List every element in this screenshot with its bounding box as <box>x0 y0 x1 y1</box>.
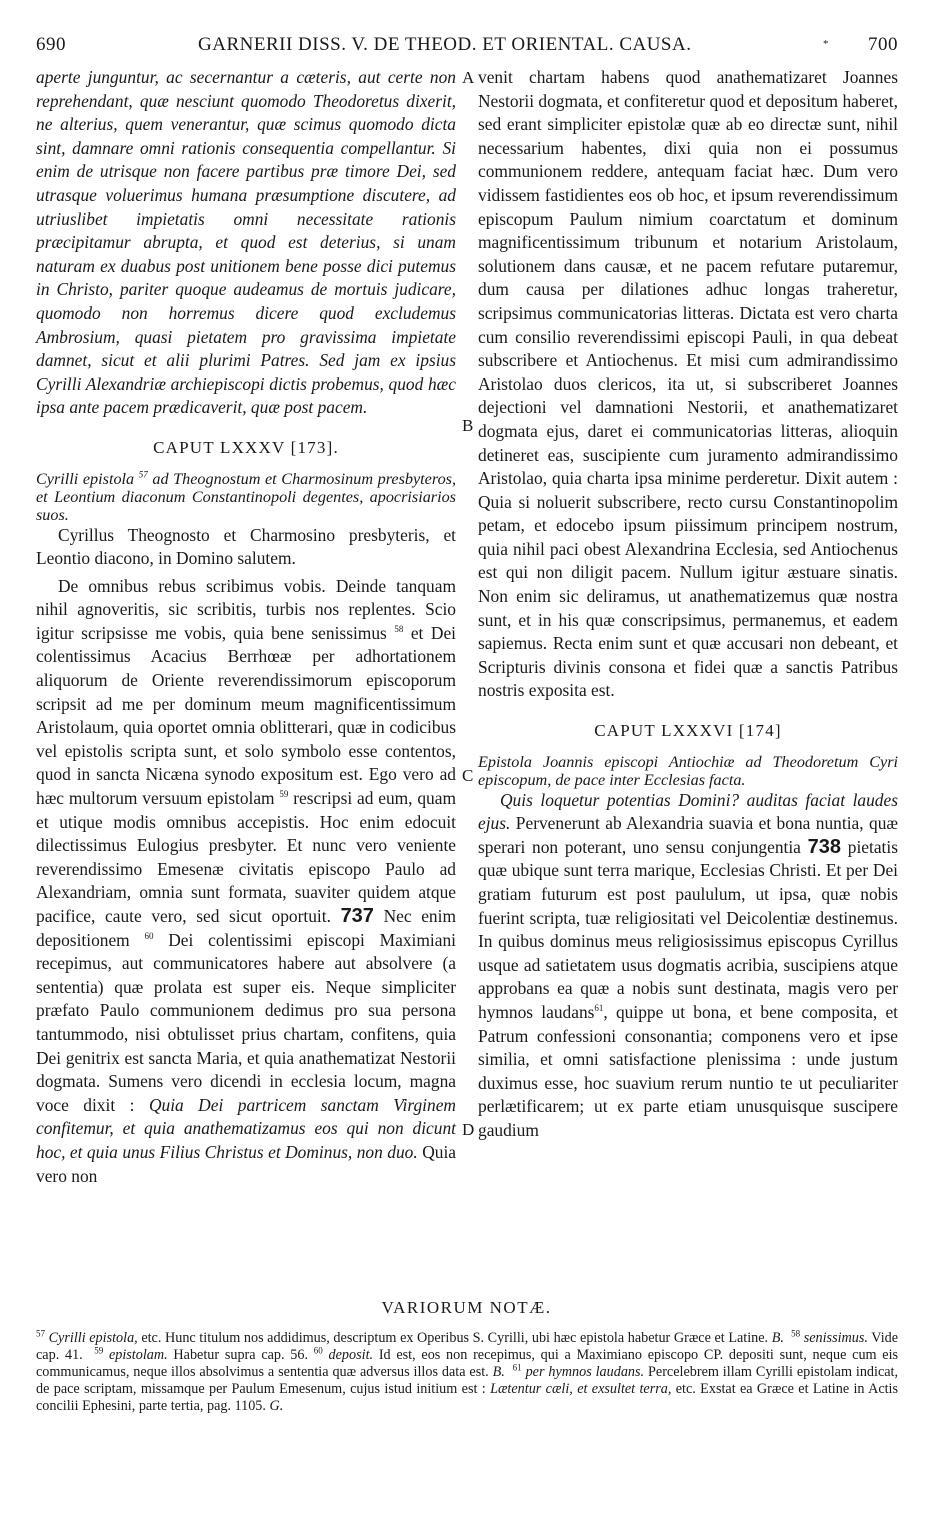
chapter-heading: CAPUT LXXXVI [174] <box>594 721 782 741</box>
footnote-number: 58 <box>791 1328 801 1339</box>
quoted-text: Quia Dei partricem sanctam Virginem confitemur, et quia anathematizamus eos qui non dicunt hoc, et quia unus Filius Christus et Dominus, non duo. <box>36 1094 456 1162</box>
running-header <box>36 34 898 62</box>
text-run: Pervenerunt ab Alexandria suavia et bona nuntia, quæ sperari non poterant, uno sensu conjungentia <box>478 813 898 857</box>
footnote-text: Percelebrem illam Cyrilli epistolam indicat, de pace scriptam, missamque per Paulum Emesenum, cujus istud initium est : <box>36 1364 899 1397</box>
footnote-text: etc. Exstat ea Græce et Latine in Actis concilii Ephesini, parte tertia, pag. 1105. <box>36 1381 899 1414</box>
footnote-siglum: B. <box>771 1330 784 1346</box>
chapter-heading: CAPUT LXXXV [173]. <box>153 437 339 457</box>
footnote-siglum: G. <box>269 1398 284 1414</box>
footnote-number: 57 <box>36 1328 45 1339</box>
margin-letter-c: C <box>462 766 474 785</box>
margin-letter-d: D <box>462 1120 475 1139</box>
quoted-text: Quis loquetur potentias Domini? auditas faciat laudes ejus. <box>478 789 898 834</box>
paragraph <box>36 575 456 1188</box>
chapter-summary <box>36 470 456 524</box>
left-column <box>36 66 456 1188</box>
salutation: Cyrillus Theognosto et Charmosino presbyteris, et Leontio diacono, in Domino salutem. <box>36 524 456 569</box>
footnote-ref: 61 <box>594 1003 604 1014</box>
text-run: Sed jam ex ipsius Cyrilli Alexandriæ archiepiscopi dictis probemus, quod hæc ipsa ante pacem prædicaverit, quæ post pacem. <box>36 350 457 418</box>
text-run: et Dei colentissimus Acacius Berrhœæ per adhortationem aliquorum de Oriente reverendissimorum episcoporum scripsit ad me per dominum meum magnificentissimum Aristolaum, quia oportet omnia oblitterari, quæ in codicibus vel epistolis scripta sunt, et solo symbolo esse contentos, quod in sancta Nicæna synodo expositum est. Ego vero ad hæc multorum versuum epistolam <box>36 622 456 809</box>
running-title: GARNERII DISS. V. DE THEOD. ET ORIENTAL. CAUSA. <box>198 34 692 55</box>
text-run: Quia vero non <box>36 1141 456 1186</box>
footnote-lemma: Cyrilli epistola, <box>48 1330 138 1346</box>
chapter-summary: Epistola Joannis episcopi Antiochiæ ad Theodoretum Cyri episcopum, de pace inter Ecclesias facta. <box>478 752 898 789</box>
paragraph: venit chartam habens quod anathematizaret Joannes Nestorii dogmata, et confiteretur quod et depositum haberet, sed erant simpliciter epistolæ quæ ab eo directæ sunt, nihil necessarium habentes, dixi quia non ei possumus communionem reddere, antequam faciat hæc. Dum vero vidissem fastidientes eos ob hoc, et ipsum reverendissimum episcopum Paulum nimium coarctatum et dominum magnificentissimum tribunum et notarium Aristolaum, solutionem dans causæ, et ne pacem refutare putaremur, dum causa per dilationes adhuc longas traheretur, scripsimus communicatorias litteras. Dictata est vero charta cum consilio reverendissimi episcopi Pauli, in qua debeat subscribere et Antiochenus. Et misi cum admirandissimo Aristolao duos clericos, ita ut, si subscriberet Joannes dejectioni vel damnationi Nestorii, et anathematizaret dogmata ejus, daret ei communicatorias litteras, alioquin detineret eas, suscipiente cum juramento admirandissimo Aristolao, quia charta ipsa minime perderetur. Dixit autem : Quia si noluerit subscribere, recto cursu Constantinopolim petam, et edocebo ipsum piissimum principem nostrum, quia nihil paci obest Alexandrina Ecclesia, sed Antiochenus est qui non diligit pacem. Nullum igitur æstuare sinatis. Non enim sic deliramus, ut anathematizemus quæ nostra sunt, et in his quæ conscripsimus, permanemus, et eadem sapiemus. Recta enim sunt et quæ accusari non debeant, et Scripturis divinis consona et fidei quæ a sanctis Patribus nostris exposita est. <box>478 67 898 701</box>
summary-text: Cyrilli epistola <box>36 469 135 488</box>
footnote-lemma: senissimus. <box>803 1330 868 1346</box>
footnote-text: etc. Hunc titulum nos addidimus, descriptum ex Operibus S. Cyrilli, ubi hæc epistola habetur Græce et Latine. <box>141 1330 769 1346</box>
text-run: pietatis quæ ubique sunt terra marique, Ecclesias Christi. Et per Dei gratiam futurum est post paululum, ut ipsa, quæ nobis fuerint scripta, tuæ religiositati vel Deicolentiæ destinemus. In quibus dominus meus religiosissimus episcopus Cyrillus usque ad satietatem usus dogmatis acribia, suscipiens atque approbans ea quæ a nobis sunt destinata, magis vero per hymnos laudans <box>478 836 898 1022</box>
footnote-number: 61 <box>512 1362 522 1373</box>
text-run: rescripsi ad eum, quam et utique modis omnibus accepistis. Hoc enim edocuit dilectissimus Eulogius presbyter. Et nunc vero veniente reverendissimo Emesenæ civitatis episcopo Paulo ad Alexandriam, omnia sunt formata, suaviter quidem atque pacifice, caute vero, sed sicut oportuit. <box>36 788 456 926</box>
paragraph <box>478 789 898 1143</box>
footnote-ref: 57 <box>138 469 148 480</box>
column-number: 737 <box>340 905 374 927</box>
footnote-siglum: B. <box>492 1364 505 1380</box>
footnote-text: Id est, eos non recepimus, qui a Maximiano episcopo CP. depositi sunt, neque cum eis communicamus, neque illos absolvimus a sententia quæ adversus illos data est. <box>36 1347 899 1380</box>
text-run: , quippe ut bona, et bene composita, et Patrum confessioni consonantia; componens vero et ipse similia, et omni satisfactione plenissima : unde justum duximus esse, hoc suavium rerum nuntio te ut peculiariter perlætificarem; ut ex parte etiam unusquisque suscipere gaudium <box>478 1001 899 1140</box>
footnote-ref: 58 <box>394 624 404 635</box>
text-run: Nec enim depositionem <box>36 906 456 950</box>
text-run: aperte junguntur, ac secernantur a cæteris, aut certe non reprehendant, quæ nesciunt quomodo Theodoretus dixerit, ne alterius, quem venerantur, quæ scimus quomodo dicta sint, damnare omni rationis consequentia compellantur. <box>36 67 456 158</box>
notes-heading: VARIORUM NOTÆ. <box>381 1298 552 1317</box>
footnote-lemma: epistolam. <box>108 1347 168 1363</box>
footnote-incipit: Lætentur cæli, et exsultet terra, <box>490 1381 672 1397</box>
footnote-text: Habetur supra cap. 56. <box>173 1347 309 1363</box>
footnote-number: 60 <box>313 1345 323 1356</box>
header-mark: * <box>823 38 829 50</box>
footnote-lemma: per hymnos laudans. <box>525 1364 645 1380</box>
footnote-lemma: deposit. <box>328 1347 374 1363</box>
footnote-ref: 60 <box>144 930 154 941</box>
margin-letter-a: A <box>462 68 475 87</box>
footnotes <box>36 1330 898 1415</box>
page-number-left: 690 <box>36 34 66 55</box>
text-run: Dei colentissimi episcopi Maximiani recepimus, aut communicatores habere aut absolvere (a sententia) quæ prolata est super eis. Neque simpliciter præfato Paulo communionem dedimus pro sua persona tantummodo, nisi obtulisset prius chartam, confitens, quia Dei genitrix est sancta Maria, et quia anathematizat Nestorii dogmata. Sumens vero dicendi in ecclesia locum, magna voce dixit : <box>36 929 456 1115</box>
footnote-number: 59 <box>94 1345 104 1356</box>
margin-letter-b: B <box>462 416 474 435</box>
page-number-right: 700 <box>868 34 898 55</box>
column-number: 738 <box>807 835 842 858</box>
footnote-text: Vide cap. 41. <box>36 1330 899 1363</box>
footnote-ref: 59 <box>279 789 289 800</box>
text-run: Si enim de utrisque non facere partibus præ timore Dei, sed utrasque voluerimus humana præsumptione discutere, ad utriuslibet impietatis omni necessitate rationis præcipitamur abrupta, et quod est deterius, si unam naturam ex duabus post unitionem bene posse dici putemus in Christo, pariter quoque audeamus de mortuis judicare, quomodo non horremus dicere quod excludemus Ambrosium, quasi pietatem pro gravissima impietate damnet, sicut et alii plurimi Patres. <box>36 137 456 371</box>
summary-text: ad Theognostum et Charmosinum presbyteros, et Leontium diaconum Constantinopoli degentes, apocrisiarios suos. <box>36 469 457 524</box>
right-column <box>478 66 898 1143</box>
text-run: De omnibus rebus scribimus vobis. Deinde tanquam nihil agnoveritis, sic scribitis, turbis nos replentes. Scio igitur scripsisse me vobis, quia bene senissimus <box>36 575 456 643</box>
paragraph <box>36 66 456 420</box>
